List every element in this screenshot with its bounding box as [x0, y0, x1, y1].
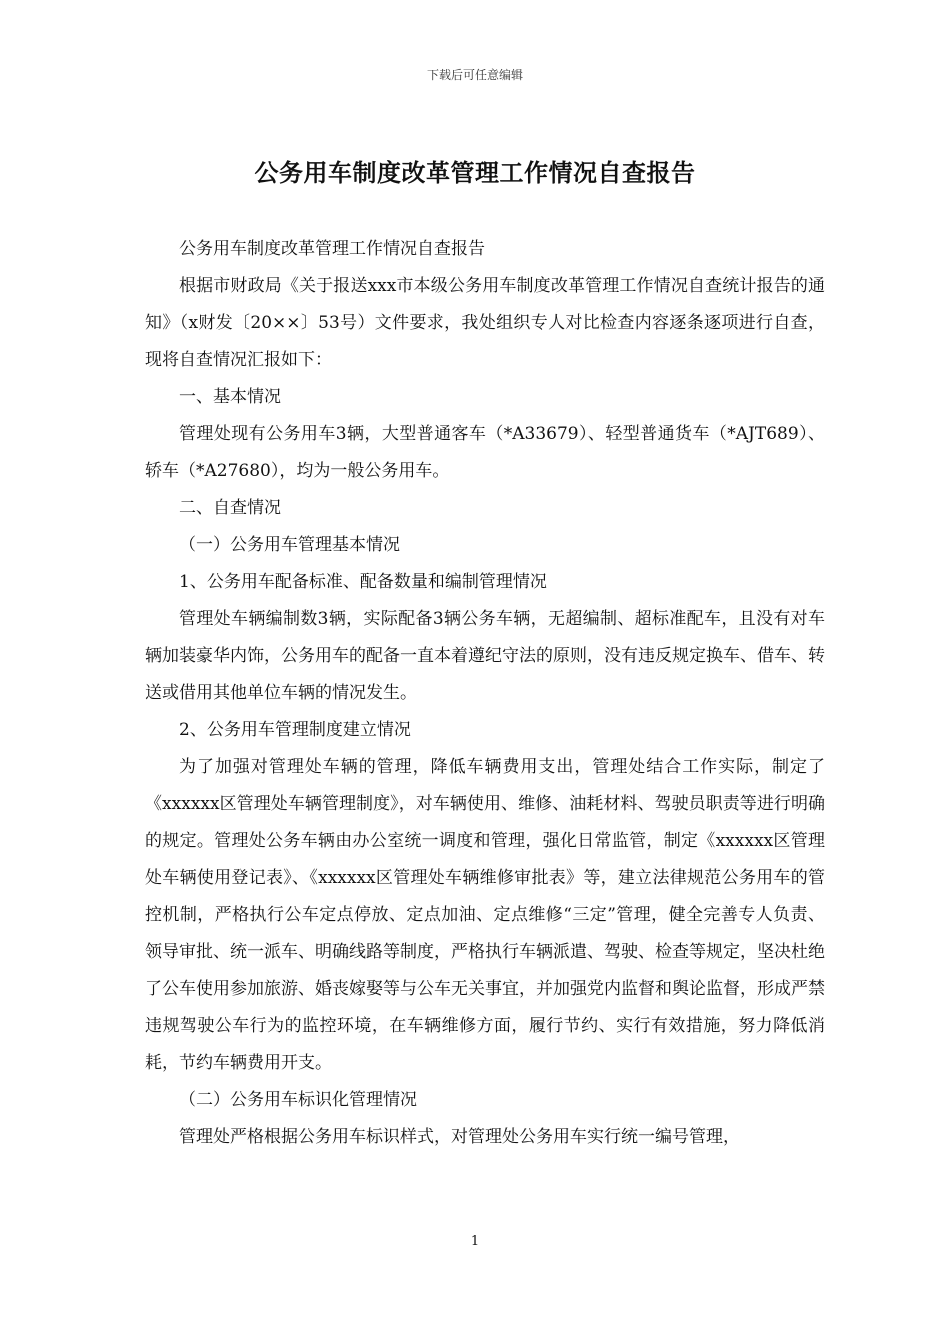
heading-basic-situation: 一、基本情况 — [179, 387, 281, 407]
heading-identification-management: （二）公务用车标识化管理情况 — [179, 1090, 417, 1110]
paragraph-equipment-standards: 管理处车辆编制数3辆，实际配备3辆公务车辆，无超编制、超标准配车，且没有对车辆加装豪华内饰，公务用车的配备一直本着遵纪守法的原则，没有违反规定换车、借车、转送或借用其他单位车辆的情况发生。 — [145, 609, 825, 703]
paragraph-vehicle-list: 管理处现有公务用车3辆，大型普通客车（*A33679）、轻型普通货车（*AJT689）、轿车（*A27680），均为一般公务用车。 — [145, 424, 825, 481]
heading-self-check: 二、自查情况 — [179, 498, 281, 518]
heading-management-basics: （一）公务用车管理基本情况 — [179, 535, 400, 555]
paragraph-intro: 根据市财政局《关于报送xxx市本级公务用车制度改革管理工作情况自查统计报告的通知》（x财发〔20××〕53号）文件要求，我处组织专人对比检查内容逐条逐项进行自查，现将自查情况汇报如下： — [145, 276, 825, 370]
heading-equipment-standards: 1、公务用车配备标准、配备数量和编制管理情况 — [179, 572, 547, 592]
paragraph-management-system: 为了加强对管理处车辆的管理，降低车辆费用支出，管理处结合工作实际，制定了《xxxxxx区管理处车辆管理制度》，对车辆使用、维修、油耗材料、驾驶员职责等进行明确的规定。管理处公务车辆由办公室统一调度和管理，强化日常监管，制定《xxxxxx区管理处车辆使用登记表》、《xxxxxx区管理处车辆维修审批表》等，建立法律规范公务用车的管控机制，严格执行公车定点停放、定点加油、定点维修“三定”管理，健全完善专人负责、领导审批、统一派车、明确线路等制度，严格执行车辆派遣、驾驶、检查等规定，坚决杜绝了公车使用参加旅游、婚丧嫁娶等与公车无关事宜，并加强党内监督和舆论监督，形成严禁违规驾驶公车行为的监控环境，在车辆维修方面，履行节约、实行有效措施，努力降低消耗，节约车辆费用开支。 — [145, 757, 825, 1073]
paragraph-identification-management: 管理处严格根据公务用车标识样式，对管理处公务用车实行统一编号管理， — [179, 1127, 740, 1147]
page-number: 1 — [470, 1234, 480, 1249]
document-title: 公务用车制度改革管理工作情况自查报告 — [254, 159, 696, 187]
heading-management-system: 2、公务用车管理制度建立情况 — [179, 720, 411, 740]
page-header-note: 下载后可任意编辑 — [426, 68, 523, 82]
paragraph-report-title: 公务用车制度改革管理工作情况自查报告 — [179, 239, 485, 259]
document-body — [145, 231, 825, 1156]
